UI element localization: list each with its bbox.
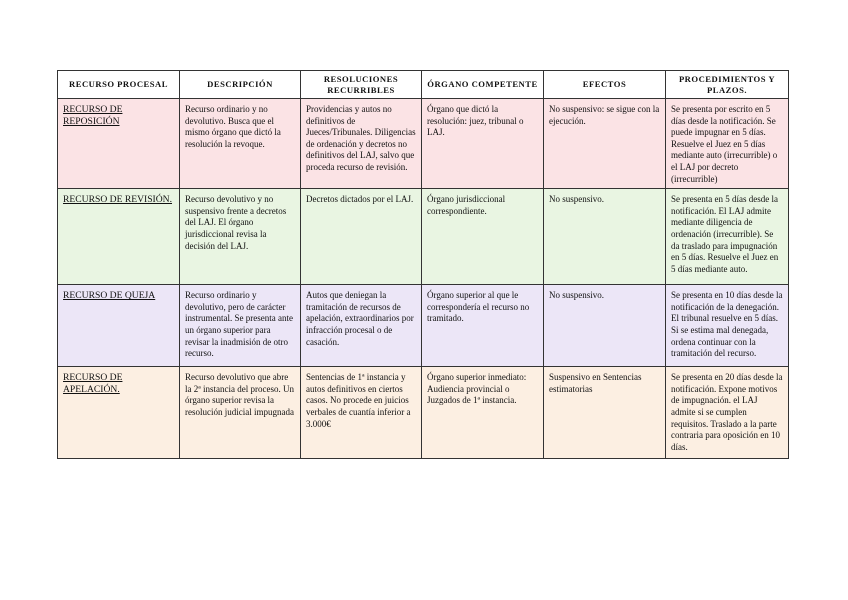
efectos-cell: No suspensivo.	[544, 285, 666, 367]
procedimiento-cell: Se presenta en 10 días desde la notificación de la denegación. El tribunal resuelve en 5 días. Si se estima mal denegada, ordena continuar con la tramitación del recurso.	[666, 285, 789, 367]
recurso-name: RECURSO DE REPOSICIÓN	[63, 104, 123, 127]
recurso-name-cell	[58, 367, 180, 459]
recurso-name: RECURSO DE REVISIÓN.	[63, 194, 173, 206]
recurso-name: RECURSO DE APELACIÓN.	[63, 372, 123, 395]
procedimiento-cell: Se presenta en 5 días desde la notificación. El LAJ admite mediante diligencia de ordenación (irrecurrible). Se da traslado para impugnación en 5 días. Resuelve el Juez en 5 días mediante auto.	[666, 189, 789, 285]
descripcion-cell: Recurso devolutivo que abre la 2ª instancia del proceso. Un órgano superior revisa la resolución judicial impugnada	[180, 367, 301, 459]
table-row-revision	[58, 189, 789, 285]
efectos-cell: No suspensivo.	[544, 189, 666, 285]
efectos-cell: No suspensivo: se sigue con la ejecución.	[544, 99, 666, 189]
descripcion-cell: Recurso devolutivo y no suspensivo frente a decretos del LAJ. El órgano jurisdiccional revisa la decisión del LAJ.	[180, 189, 301, 285]
recurso-name: RECURSO DE QUEJA	[63, 290, 156, 302]
resoluciones-cell: Providencias y autos no definitivos de Jueces/Tribunales. Diligencias de ordenación y decretos no definitivos del LAJ, salvo que proceda recurso de revisión.	[301, 99, 422, 189]
resoluciones-cell: Decretos dictados por el LAJ.	[301, 189, 422, 285]
header-descripcion: DESCRIPCIÓN	[180, 71, 301, 99]
organo-cell: Órgano superior al que le correspondería el recurso no tramitado.	[422, 285, 544, 367]
table-header-row	[58, 71, 789, 99]
recursos-table	[57, 70, 789, 459]
efectos-cell: Suspensivo en Sentencias estimatorias	[544, 367, 666, 459]
resoluciones-cell: Autos que deniegan la tramitación de recursos de apelación, extraordinarios por infracción procesal o de casación.	[301, 285, 422, 367]
header-recurso-procesal: RECURSO PROCESAL	[58, 71, 180, 99]
descripcion-cell: Recurso ordinario y no devolutivo. Busca que el mismo órgano que dictó la resolución la revoque.	[180, 99, 301, 189]
descripcion-cell: Recurso ordinario y devolutivo, pero de carácter instrumental. Se presenta ante un órgano superior para revisar la inadmisión de otro recurso.	[180, 285, 301, 367]
recurso-name-cell	[58, 99, 180, 189]
header-organo-competente: ÓRGANO COMPETENTE	[422, 71, 544, 99]
procedimiento-cell: Se presenta en 20 días desde la notificación. Expone motivos de impugnación. el LAJ admite si se cumplen requisitos. Traslado a la parte contraria para oposición en 10 días.	[666, 367, 789, 459]
header-procedimientos-plazos: PROCEDIMIENTOS Y PLAZOS.	[666, 71, 789, 99]
header-resoluciones-recurribles: RESOLUCIONES RECURRIBLES	[301, 71, 422, 99]
table-row-apelacion	[58, 367, 789, 459]
header-efectos: EFECTOS	[544, 71, 666, 99]
organo-cell: Órgano superior inmediato: Audiencia provincial o Juzgados de 1ª instancia.	[422, 367, 544, 459]
organo-cell: Órgano que dictó la resolución: juez, tribunal o LAJ.	[422, 99, 544, 189]
procedimiento-cell: Se presenta por escrito en 5 días desde la notificación. Se puede impugnar en 5 días. Resuelve el Juez en 5 días mediante auto (irrecurrible) o el LAJ por decreto (irrecurrible)	[666, 99, 789, 189]
table-row-reposicion	[58, 99, 789, 189]
resoluciones-cell: Sentencias de 1ª instancia y autos definitivos en ciertos casos. No procede en juicios verbales de cuantía inferior a 3.000€	[301, 367, 422, 459]
recurso-name-cell	[58, 285, 180, 367]
table-row-queja	[58, 285, 789, 367]
organo-cell: Órgano jurisdiccional correspondiente.	[422, 189, 544, 285]
recurso-name-cell	[58, 189, 180, 285]
